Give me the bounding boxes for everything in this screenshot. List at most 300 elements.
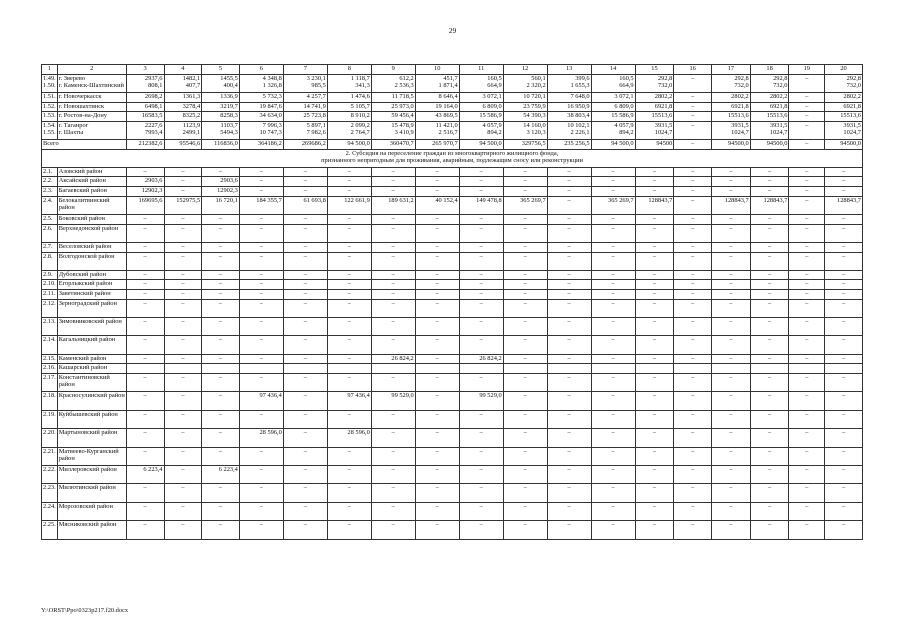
total-value: 360470,7 (371, 140, 415, 150)
municipality-name (57, 112, 126, 122)
value-line: 451,7 (443, 74, 458, 82)
value-cell: – (674, 280, 712, 290)
row-number: 2.13. (42, 318, 58, 336)
value-cell (635, 92, 674, 102)
municipality-name (57, 92, 126, 102)
value-cell: – (635, 177, 674, 187)
value-cell (674, 74, 712, 92)
value-cell (202, 74, 240, 92)
value-line: 15513,6 (651, 112, 673, 120)
value-line: – (805, 92, 809, 100)
value-cell: – (415, 280, 459, 290)
value-cell: – (825, 374, 863, 392)
value-cell: – (635, 392, 674, 410)
value-line: 6921,8 (731, 102, 749, 110)
value-cell (164, 74, 202, 92)
value-cell: – (503, 374, 547, 392)
value-line: 3219,7 (220, 102, 238, 110)
row-number: 2.11. (42, 290, 58, 300)
value-cell: – (126, 214, 164, 224)
value-cell: – (503, 410, 547, 428)
value-cell: – (371, 318, 415, 336)
value-cell: – (750, 318, 789, 336)
column-number: 19 (789, 65, 825, 75)
column-number: 2 (57, 65, 126, 75)
value-cell: – (327, 177, 371, 187)
value-cell: – (164, 521, 202, 539)
value-cell: – (674, 465, 712, 483)
value-line: 3 072,1 (482, 92, 502, 100)
value-cell (635, 102, 674, 112)
table-row (42, 270, 863, 280)
value-cell: – (591, 290, 635, 300)
value-cell: – (712, 290, 751, 300)
value-line: 1 655,3 (570, 81, 590, 89)
value-cell (459, 92, 503, 102)
value-line: 1024,7 (731, 128, 749, 136)
value-cell: – (126, 318, 164, 336)
value-cell: 128843,7 (825, 196, 863, 214)
table-row (42, 336, 863, 354)
value-cell: 97 436,4 (239, 392, 283, 410)
value-cell: – (459, 318, 503, 336)
value-line: 43 869,5 (435, 112, 458, 120)
value-cell: – (547, 465, 591, 483)
value-cell: – (327, 224, 371, 242)
value-line: – (691, 74, 695, 82)
value-cell: – (202, 270, 240, 280)
table-row (42, 374, 863, 392)
value-cell: – (825, 224, 863, 242)
value-cell (126, 102, 164, 112)
value-cell: – (712, 318, 751, 336)
value-cell: – (789, 354, 825, 364)
value-cell: – (126, 502, 164, 520)
value-line: 38 803,4 (567, 112, 590, 120)
value-line: 2 516,7 (438, 128, 458, 136)
value-cell: – (674, 521, 712, 539)
value-cell: – (547, 521, 591, 539)
value-cell (712, 121, 751, 139)
value-cell: – (712, 447, 751, 465)
value-cell: – (459, 270, 503, 280)
value-cell: – (789, 252, 825, 270)
value-cell: – (202, 336, 240, 354)
value-cell (327, 112, 371, 122)
value-cell (126, 112, 164, 122)
value-cell: – (789, 465, 825, 483)
value-cell: – (202, 252, 240, 270)
row-number (42, 102, 58, 112)
value-cell: – (202, 484, 240, 502)
value-cell: – (283, 290, 327, 300)
municipality-name (57, 102, 126, 112)
value-cell: – (164, 299, 202, 317)
value-cell: – (591, 465, 635, 483)
value-cell: – (415, 224, 459, 242)
value-cell: – (635, 354, 674, 364)
value-cell: – (547, 392, 591, 410)
row-number: 2.5. (42, 214, 58, 224)
value-cell: – (712, 224, 751, 242)
value-cell: – (327, 354, 371, 364)
total-value: 94 500,0 (327, 140, 371, 150)
value-cell: – (503, 252, 547, 270)
value-cell: – (126, 447, 164, 465)
value-cell: – (415, 252, 459, 270)
value-cell: – (635, 447, 674, 465)
value-cell: – (126, 521, 164, 539)
value-cell: – (126, 374, 164, 392)
value-cell: 128843,7 (750, 196, 789, 214)
value-cell: – (674, 290, 712, 300)
value-line: 1 871,4 (438, 81, 458, 89)
value-cell: – (459, 290, 503, 300)
value-cell: – (825, 167, 863, 177)
value-line: 4 057,9 (482, 121, 502, 129)
value-cell: – (459, 374, 503, 392)
value-cell (503, 74, 547, 92)
value-cell (547, 112, 591, 122)
value-line: 292,8 (657, 74, 673, 82)
value-line: 25 723,8 (303, 112, 326, 120)
value-cell: – (283, 484, 327, 502)
total-value: 364186,2 (239, 140, 283, 150)
value-cell: – (591, 252, 635, 270)
value-cell (202, 112, 240, 122)
value-cell: – (126, 224, 164, 242)
value-cell: – (789, 429, 825, 447)
value-line: 160,5 (487, 74, 502, 82)
table-row (42, 484, 863, 502)
value-cell: – (591, 186, 635, 196)
column-number: 15 (635, 65, 674, 75)
value-line: 1024,7 (769, 128, 788, 136)
row-number: 2.10. (42, 280, 58, 290)
municipality-name-line: г. Шахты (58, 128, 84, 136)
value-line: 2227,6 (144, 121, 163, 129)
total-value: 94500 (635, 140, 674, 150)
value-cell: – (503, 224, 547, 242)
value-cell: – (126, 484, 164, 502)
value-cell: – (789, 392, 825, 410)
value-cell: – (202, 354, 240, 364)
value-cell: – (283, 177, 327, 187)
value-cell: 28 596,0 (239, 429, 283, 447)
value-cell: – (750, 214, 789, 224)
value-cell: – (503, 290, 547, 300)
value-cell: – (459, 214, 503, 224)
value-cell: – (202, 447, 240, 465)
value-line: 8325,2 (182, 112, 201, 120)
value-cell: – (164, 336, 202, 354)
value-cell: – (591, 177, 635, 187)
municipality-name: Куйбышевский район (57, 410, 126, 428)
value-cell: – (239, 336, 283, 354)
value-cell: – (591, 410, 635, 428)
value-cell: – (825, 392, 863, 410)
value-cell: – (547, 290, 591, 300)
section-heading-row (42, 149, 863, 167)
section-heading (42, 149, 863, 167)
value-cell: – (503, 447, 547, 465)
value-cell (126, 121, 164, 139)
value-cell: – (825, 214, 863, 224)
row-number: 2.20. (42, 429, 58, 447)
value-cell: – (126, 392, 164, 410)
value-cell: – (459, 336, 503, 354)
value-cell: – (635, 410, 674, 428)
value-cell (547, 364, 591, 374)
value-cell: 26 824,2 (371, 354, 415, 364)
value-line: – (691, 112, 695, 120)
value-cell: – (459, 252, 503, 270)
value-cell: – (674, 186, 712, 196)
value-cell: – (503, 502, 547, 520)
value-line: 5 897,1 (306, 121, 326, 129)
row-number: 2.9. (42, 270, 58, 280)
value-cell (503, 102, 547, 112)
value-cell (591, 112, 635, 122)
row-number: 2.8. (42, 252, 58, 270)
value-line: 59 456,4 (391, 112, 414, 120)
value-line: 4 257,7 (306, 92, 326, 100)
value-line: 2937,6 (144, 74, 163, 82)
value-line: 11 421,0 (435, 121, 458, 129)
value-line: 4 057,9 (614, 121, 634, 129)
total-row (42, 140, 863, 150)
total-value: 94 500,0 (591, 140, 635, 150)
value-cell: – (371, 252, 415, 270)
value-cell (239, 112, 283, 122)
value-line: 2 099,2 (350, 121, 370, 129)
value-cell: – (547, 336, 591, 354)
page-number: 29 (448, 26, 457, 35)
municipality-name: Аксайский район (57, 177, 126, 187)
table-row (42, 318, 863, 336)
value-cell: – (415, 410, 459, 428)
value-cell: 12902,3 (202, 186, 240, 196)
value-cell (327, 102, 371, 112)
value-cell: – (674, 242, 712, 252)
total-value: 116836,0 (202, 140, 240, 150)
value-cell: – (750, 242, 789, 252)
value-cell (126, 92, 164, 102)
value-cell: – (371, 447, 415, 465)
value-cell: – (635, 299, 674, 317)
value-cell (591, 74, 635, 92)
value-cell (164, 121, 202, 139)
value-cell: – (459, 299, 503, 317)
value-cell (712, 112, 751, 122)
value-cell (503, 364, 547, 374)
value-cell: – (789, 299, 825, 317)
value-cell: – (712, 186, 751, 196)
value-line: 6 809,0 (614, 102, 634, 110)
total-value: 269686,2 (283, 140, 327, 150)
value-cell: – (503, 242, 547, 252)
value-cell (327, 121, 371, 139)
value-cell (459, 74, 503, 92)
row-number-line: 1.50. (43, 81, 56, 89)
value-cell: – (712, 392, 751, 410)
value-line: 664,9 (487, 81, 502, 89)
value-cell: – (415, 290, 459, 300)
row-number: 2.2. (42, 177, 58, 187)
value-cell: – (239, 270, 283, 280)
value-cell: – (164, 280, 202, 290)
value-line: 2499,1 (182, 128, 201, 136)
value-line: 7993,4 (144, 128, 163, 136)
value-cell: 99 529,0 (459, 392, 503, 410)
value-cell (674, 112, 712, 122)
value-line: 1024,7 (654, 128, 673, 136)
value-cell: – (327, 167, 371, 177)
value-cell: – (371, 484, 415, 502)
value-cell: – (712, 521, 751, 539)
value-cell: – (202, 374, 240, 392)
value-cell: – (239, 410, 283, 428)
municipality-name: Азовский район (57, 167, 126, 177)
column-number-row (42, 65, 863, 75)
value-cell: – (415, 429, 459, 447)
value-cell: – (825, 429, 863, 447)
value-cell: – (825, 410, 863, 428)
value-cell: – (635, 167, 674, 177)
value-line: 560,1 (531, 74, 546, 82)
value-cell: – (547, 252, 591, 270)
value-cell: – (371, 299, 415, 317)
value-cell: – (283, 299, 327, 317)
value-cell: – (674, 167, 712, 177)
value-cell (283, 102, 327, 112)
value-line: 1361,3 (182, 92, 201, 100)
municipality-name: Кагальницкий район (57, 336, 126, 354)
value-cell: – (750, 484, 789, 502)
municipality-name: Константиновский район (57, 374, 126, 392)
value-cell: – (126, 280, 164, 290)
value-cell: – (750, 167, 789, 177)
value-cell: – (503, 167, 547, 177)
value-cell: – (503, 299, 547, 317)
value-cell: – (283, 224, 327, 242)
value-cell: – (503, 270, 547, 280)
value-line: 6498,1 (144, 102, 163, 110)
value-cell: – (591, 167, 635, 177)
value-cell (825, 102, 863, 112)
value-cell: – (164, 465, 202, 483)
value-line: 3278,4 (182, 102, 201, 110)
value-cell: – (712, 465, 751, 483)
value-cell: – (202, 242, 240, 252)
table-row (42, 92, 863, 102)
value-cell: – (635, 429, 674, 447)
value-cell: – (825, 336, 863, 354)
value-cell: – (712, 280, 751, 290)
value-cell: – (789, 177, 825, 187)
value-cell: – (503, 177, 547, 187)
value-cell (327, 92, 371, 102)
value-cell: – (750, 447, 789, 465)
municipality-name: Матвеево-Курганский район (57, 447, 126, 465)
value-line: 14 160,0 (523, 121, 546, 129)
value-cell: – (239, 465, 283, 483)
municipality-name-line: г. Ростов-на-Дону (58, 112, 107, 120)
value-cell: – (712, 167, 751, 177)
value-line: 808,1 (148, 81, 163, 89)
table-row (42, 102, 863, 112)
value-cell: – (202, 502, 240, 520)
value-cell (503, 92, 547, 102)
value-line: – (805, 102, 809, 110)
value-cell: – (789, 410, 825, 428)
municipality-name: Зерноградский район (57, 299, 126, 317)
value-cell: – (239, 290, 283, 300)
value-cell: – (635, 374, 674, 392)
value-cell: – (547, 196, 591, 214)
value-cell: – (789, 242, 825, 252)
value-cell: – (591, 374, 635, 392)
value-cell: 40 152,4 (415, 196, 459, 214)
total-label: Всего (42, 140, 127, 150)
value-cell: – (239, 447, 283, 465)
value-cell: – (283, 242, 327, 252)
value-cell: – (202, 299, 240, 317)
value-cell: – (415, 354, 459, 364)
value-line: 15513,6 (727, 112, 749, 120)
value-line: 2 764,7 (350, 128, 370, 136)
value-cell: – (283, 214, 327, 224)
value-cell: – (371, 242, 415, 252)
value-cell (825, 112, 863, 122)
value-cell: – (789, 270, 825, 280)
value-cell: – (283, 270, 327, 280)
value-cell (415, 102, 459, 112)
value-line: 3931,5 (654, 121, 673, 129)
value-line: 292,8 (734, 74, 749, 82)
value-cell: 99 529,0 (371, 392, 415, 410)
value-line: – (691, 92, 695, 100)
value-cell: – (459, 484, 503, 502)
value-cell: – (674, 224, 712, 242)
value-line: 15513,6 (840, 112, 861, 120)
value-cell (202, 121, 240, 139)
value-line: 2 536,3 (394, 81, 414, 89)
value-line: 1123,9 (182, 121, 201, 129)
value-cell (459, 112, 503, 122)
value-cell (164, 102, 202, 112)
value-cell: – (825, 318, 863, 336)
value-cell: – (674, 336, 712, 354)
table-row (42, 290, 863, 300)
value-cell: – (283, 521, 327, 539)
value-cell: – (591, 447, 635, 465)
total-value: 94 500,0 (459, 140, 503, 150)
table-row (42, 196, 863, 214)
row-number: 2.22. (42, 465, 58, 483)
value-cell (283, 364, 327, 374)
value-line: 15 586,9 (611, 112, 634, 120)
value-cell: – (415, 521, 459, 539)
value-cell: – (503, 429, 547, 447)
table-row (42, 354, 863, 364)
value-cell: – (591, 392, 635, 410)
value-cell: – (283, 167, 327, 177)
value-cell: – (239, 280, 283, 290)
row-number-line: 1.53. (43, 112, 56, 120)
value-cell (712, 102, 751, 112)
total-value: 94500,0 (750, 140, 789, 150)
